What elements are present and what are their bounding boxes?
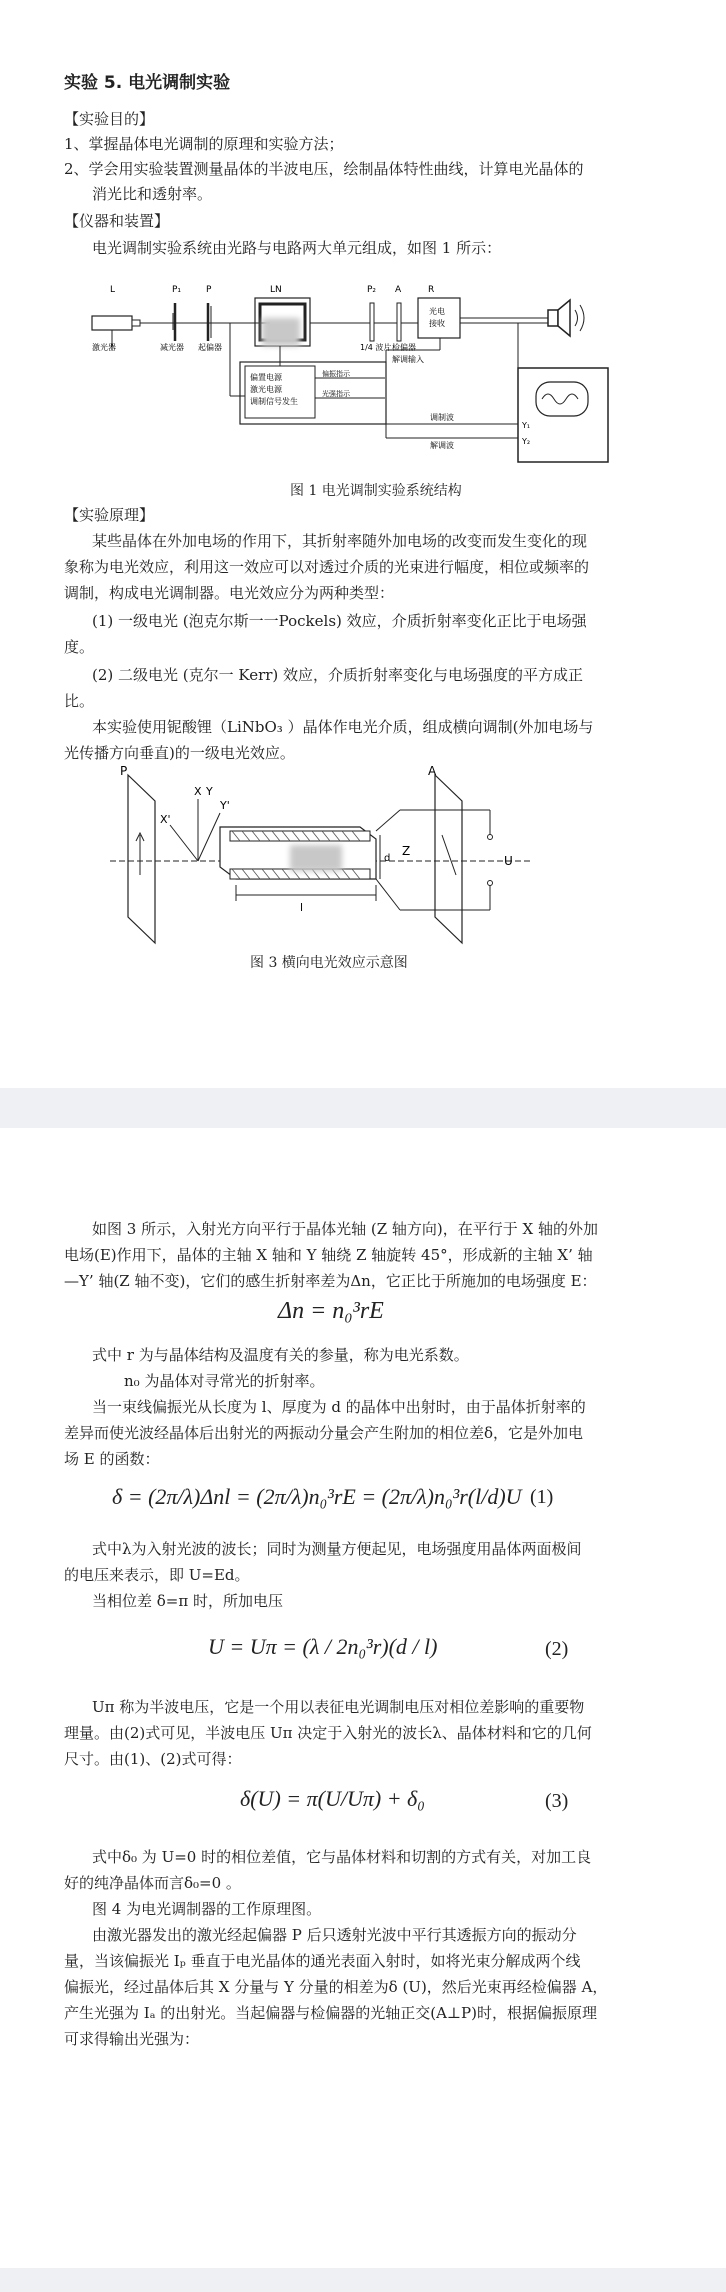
label-attenuator: 减光器 (160, 343, 184, 352)
crystal-label-blur (262, 318, 300, 346)
receiver-box (418, 298, 460, 338)
equation-1: δ = (2π/λ)Δnl = (2π/λ)n₀³rE = (2π/λ)n₀³r(l/d)U (112, 1484, 522, 1509)
p2-para-1a: 如图 3 所示，入射光方向平行于晶体光轴 (Z 轴方向)，在平行于 X 轴的外加 (92, 1220, 598, 1238)
figure-1-caption: 图 1 电光调制实验系统结构 (290, 483, 462, 499)
laser-body (92, 316, 132, 330)
purpose-header: 【实验目的】 (64, 110, 155, 128)
p2-para-3: n₀ 为晶体对寻常光的折射率。 (124, 1372, 325, 1390)
principle-para-4b: 光传播方向垂直)的一级电光效应。 (64, 744, 295, 762)
label-demod-wave: 解调波 (430, 441, 454, 450)
fig3-label-A: A (428, 765, 437, 778)
laser-tip (132, 320, 140, 326)
figure-3-caption: 图 3 横向电光效应示意图 (250, 955, 408, 971)
p2-para-10b: 量，当该偏振光 Iₚ 垂直于电光晶体的通光表面入射时，如将光束分解成两个线 (64, 1952, 581, 1970)
label-analyzer: 检偏器 (392, 343, 416, 352)
fig3-terminal-top (488, 835, 493, 840)
figure-1-system-diagram (70, 278, 630, 478)
fig3-wire-top (376, 810, 400, 831)
principle-para-2a: (1) 一级电光 (泡克尔斯一一Pockels) 效应，介质折射率变化正比于电场强 (92, 612, 587, 630)
principle-para-1c: 调制，构成电光调制器。电光效应分为两种类型： (64, 584, 395, 602)
fig3-yp-axis (198, 813, 220, 861)
instruments-header: 【仪器和装置】 (64, 212, 170, 230)
p2-para-10e: 可求得输出光强为： (64, 2030, 200, 2048)
principle-para-4a: 本实验使用铌酸锂（LiNbO₃ ）晶体作电光介质，组成横向调制(外加电场与 (92, 718, 594, 736)
purpose-item-2-cont: 消光比和透射率。 (92, 185, 213, 203)
purpose-item-1: 1、掌握晶体电光调制的原理和实验方法； (64, 135, 344, 153)
label-demod-in: 解调输入 (392, 355, 424, 364)
principle-para-1a: 某些晶体在外加电场的作用下，其折射率随外加电场的改变而发生变化的现 (92, 532, 588, 550)
label-light-show: 光强指示 (322, 390, 350, 398)
oscilloscope-screen (536, 382, 588, 416)
p2-para-2: 式中 r 为与晶体结构及温度有关的参量，称为电光系数。 (92, 1346, 469, 1364)
p2-para-9: 图 4 为电光调制器的工作原理图。 (92, 1900, 322, 1918)
page-gap (0, 1088, 726, 1128)
principle-para-3b: 比。 (64, 692, 95, 710)
fig3-label-Y: Y (206, 785, 213, 798)
page-title: 实验 5. 电光调制实验 (64, 73, 231, 93)
fig3-label-X: X (194, 785, 202, 798)
p2-para-7b: 理量。由(2)式可见，半波电压 Uπ 决定于入射光的波长λ、晶体材料和它的几何 (64, 1724, 592, 1742)
equation-2-number: (2) (545, 1638, 569, 1660)
page-1 (0, 0, 726, 1088)
label-laser: 激光器 (92, 343, 116, 352)
label-receiver-2: 接收 (429, 319, 445, 328)
p2-para-1c: —Y’ 轴(Z 轴不变)，它们的感生折射率差为Δn，它正比于所施加的电场强度 E： (64, 1272, 597, 1290)
p2-para-4a: 当一束线偏振光从长度为 l、厚度为 d 的晶体中出射时，由于晶体折射率的 (92, 1398, 586, 1416)
label-box-3: 调制信号发生 (250, 397, 298, 406)
p2-para-8b: 好的纯净晶体而言δ₀=0 。 (64, 1874, 241, 1892)
p2-para-8a: 式中δ₀ 为 U=0 时的相位差值，它与晶体材料和切割的方式有关，对加工良 (92, 1848, 592, 1866)
fig3-wire-bottom (376, 879, 400, 910)
label-P1: P₁ (172, 285, 182, 295)
p2-para-10d: 产生光强为 Iₐ 的出射光。当起偏器与检偏器的光轴正交(A⊥P)时，根据偏振原理 (64, 2004, 597, 2022)
principle-para-1b: 象称为电光效应，利用这一效应可以对透过介质的光束进行幅度，相位或频率的 (64, 558, 590, 576)
speaker-wave-1 (575, 310, 578, 326)
p2-para-5a: 式中λ为入射光波的波长；同时为测量方便起见，电场强度用晶体两面极间 (92, 1540, 582, 1558)
label-A: A (395, 285, 402, 295)
label-box-2: 激光电源 (250, 385, 282, 394)
label-R: R (428, 285, 435, 295)
label-quarter-wave: 1/4 波片 (360, 343, 392, 352)
label-polar-show: 偏振指示 (322, 370, 350, 378)
page-2 (0, 1128, 726, 2292)
quarter-wave-plate (370, 303, 374, 341)
label-P2: P₂ (367, 285, 377, 295)
label-mod-wave: 调制波 (430, 413, 454, 422)
purpose-item-2: 2、学会用实验装置测量晶体的半波电压，绘制晶体特性曲线，计算电光晶体的 (64, 160, 584, 178)
page-bottom-gap (0, 2268, 726, 2292)
equation-2: U = Uπ = (λ / 2n₀³r)(d / l) (208, 1634, 438, 1659)
label-LN: LN (270, 285, 282, 295)
p2-para-7c: 尺寸。由(1)、(2)式可得： (64, 1750, 242, 1768)
fig3-label-Z: Z (402, 844, 411, 858)
equation-3: δ(U) = π(U/Uπ) + δ₀ (240, 1786, 425, 1811)
analyzer-plate (397, 303, 401, 341)
principle-para-3a: (2) 二级电光 (克尔一 Kerr) 效应，介质折射率变化与电场强度的平方成正 (92, 666, 584, 684)
p2-para-4b: 差异而使光波经晶体后出射光的两振动分量会产生附加的相位差δ，它是外加电 (64, 1424, 584, 1442)
p2-para-5b: 的电压来表示，即 U=Ed。 (64, 1566, 250, 1584)
principle-para-2b: 度。 (64, 638, 95, 656)
principle-header: 【实验原理】 (64, 506, 155, 524)
equation-3-number: (3) (545, 1790, 569, 1812)
p2-para-6: 当相位差 δ=π 时，所加电压 (92, 1592, 283, 1610)
p2-para-7a: Uπ 称为半波电压，它是一个用以表征电光调制电压对相位差影响的重要物 (92, 1698, 585, 1716)
fig3-label-P: P (120, 765, 128, 778)
label-P: P (206, 285, 212, 295)
fig3-label-l: l (300, 901, 304, 914)
equation-delta-n: Δn = n₀³rE (278, 1298, 384, 1324)
label-receiver-1: 光电 (429, 307, 445, 316)
equation-1-number: (1) (530, 1486, 554, 1508)
fig3-label-U: U (504, 854, 513, 868)
label-L: L (110, 285, 116, 295)
fig3-polarizer (128, 775, 155, 943)
speaker-body (548, 310, 558, 326)
fig3-label-Xp: X' (160, 813, 171, 826)
label-box-1: 偏置电源 (250, 373, 282, 382)
instruments-text: 电光调制实验系统由光路与电路两大单元组成，如图 1 所示： (92, 239, 502, 257)
fig3-blur (290, 845, 342, 871)
fig3-label-d: d (384, 853, 391, 864)
label-y2: Y₂ (522, 437, 531, 446)
fig3-analyzer (435, 775, 462, 943)
label-polarizer: 起偏器 (198, 343, 222, 352)
figure-3-transverse-eo-diagram (110, 765, 550, 950)
p2-para-4c: 场 E 的函数： (64, 1450, 160, 1468)
label-y1: Y₁ (522, 421, 531, 430)
fig3-label-Yp: Y' (220, 799, 230, 812)
p2-para-1b: 电场(E)作用下，晶体的主轴 X 轴和 Y 轴绕 Z 轴旋转 45°，形成新的主轴 X’ 轴 (64, 1246, 593, 1264)
speaker-wave-2 (580, 305, 584, 331)
fig3-xp-axis (170, 825, 198, 861)
speaker-cone (558, 300, 570, 336)
p2-para-10c: 偏振光，经过晶体后其 X 分量与 Y 分量的相差为δ (U)，然后光束再经检偏器 A， (64, 1978, 608, 1996)
p2-para-10a: 由激光器发出的激光经起偏器 P 后只透射光波中平行其透振方向的振动分 (92, 1926, 577, 1944)
fig3-terminal-bottom (488, 881, 493, 886)
